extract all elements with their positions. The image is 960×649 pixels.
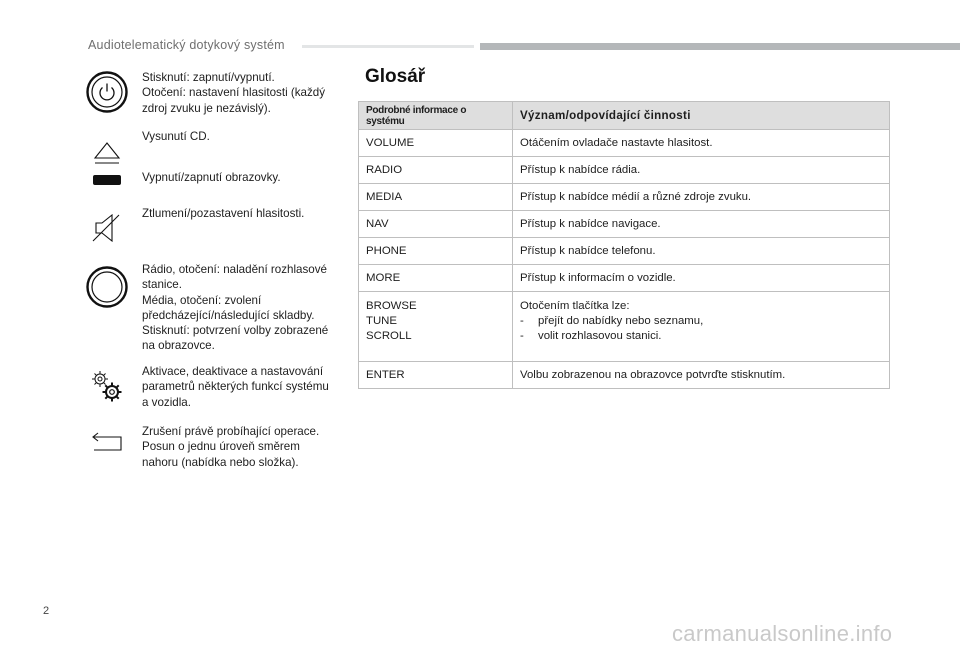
bullet-dash: -	[520, 330, 524, 342]
table-row	[359, 184, 890, 211]
glossary-table	[358, 101, 890, 389]
control-text-line: Vypnutí/zapnutí obrazovky.	[142, 171, 281, 184]
settings-gears-icon	[85, 364, 129, 408]
bullet-text: přejít do nabídky nebo seznamu,	[538, 315, 704, 327]
control-text-line: Posun o jednu úroveň směrem	[142, 440, 300, 454]
control-text-line: Aktivace, deaktivace a nastavování	[142, 365, 324, 378]
page-number: 2	[43, 605, 50, 617]
table-row	[359, 265, 890, 292]
mute-icon	[85, 206, 129, 250]
control-text-line: Vysunutí CD.	[142, 130, 210, 143]
glossary-term-line: BROWSE	[366, 300, 417, 312]
glossary-meaning: Otáčením ovladače nastavte hlasitost.	[513, 130, 890, 157]
glossary-term-line: SCROLL	[366, 330, 412, 342]
control-text-line: nahoru (nabídka nebo složka).	[142, 455, 299, 469]
back-arrow-icon	[85, 422, 129, 466]
table-row	[359, 157, 890, 184]
glossary-meaning-intro: Otočením tlačítka lze:	[520, 300, 630, 312]
control-text-line: Otočení: nastavení hlasitosti (každý	[142, 86, 326, 100]
watermark: carmanualsonline.info	[672, 621, 893, 646]
glossary-title: Glosář	[365, 66, 426, 87]
glossary-header-meaning: Význam/odpovídající činnosti	[513, 102, 890, 130]
glossary-header-term: Podrobné informace o systému	[359, 102, 513, 130]
table-row	[359, 238, 890, 265]
table-row	[359, 211, 890, 238]
screen-off-icon	[85, 170, 129, 190]
control-text-line: předcházející/následující skladby.	[142, 308, 315, 322]
glossary-meaning: Přístup k nabídce telefonu.	[513, 238, 890, 265]
control-text-line: na obrazovce.	[142, 339, 215, 353]
header-rule-dark	[480, 43, 960, 50]
glossary-bullet	[520, 329, 882, 344]
control-text-line: Stisknutí: potvrzení volby zobrazené	[142, 324, 329, 338]
table-row	[359, 362, 890, 389]
glossary-meaning: Přístup k nabídce navigace.	[513, 211, 890, 238]
glossary-meaning: Přístup k informacím o vozidle.	[513, 265, 890, 292]
bullet-dash: -	[520, 315, 524, 327]
control-text-line: Ztlumení/pozastavení hlasitosti.	[142, 207, 305, 220]
glossary-term: RADIO	[359, 157, 513, 184]
glossary-meaning: Přístup k nabídce rádia.	[513, 157, 890, 184]
bullet-text: volit rozhlasovou stanici.	[538, 330, 662, 342]
control-text-line: Média, otočení: zvolení	[142, 293, 262, 307]
glossary-term: PHONE	[359, 238, 513, 265]
header-rule-light	[302, 45, 474, 48]
glossary-term: MEDIA	[359, 184, 513, 211]
control-text-line: Zrušení právě probíhající operace.	[142, 425, 320, 438]
control-text-line: parametrů některých funkcí systému	[142, 380, 329, 394]
glossary-bullet	[520, 314, 882, 329]
glossary-header-row	[359, 102, 890, 130]
table-row	[359, 130, 890, 157]
glossary-term-line: TUNE	[366, 315, 398, 327]
power-icon	[85, 70, 129, 114]
knob-icon	[85, 265, 129, 309]
page-header-title: Audiotelematický dotykový systém	[88, 38, 285, 52]
glossary-meaning: Přístup k nabídce médií a různé zdroje zvuku.	[513, 184, 890, 211]
glossary-term-multi	[359, 292, 513, 362]
table-row	[359, 292, 890, 362]
glossary-meaning-multi	[513, 292, 890, 362]
control-text-line: stanice.	[142, 278, 182, 292]
glossary-term: VOLUME	[359, 130, 513, 157]
glossary-term: MORE	[359, 265, 513, 292]
glossary-term: ENTER	[359, 362, 513, 389]
control-text-line: zdroj zvuku je nezávislý).	[142, 101, 271, 115]
eject-icon	[85, 131, 129, 175]
glossary-term: NAV	[359, 211, 513, 238]
control-text-line: Stisknutí: zapnutí/vypnutí.	[142, 71, 275, 84]
glossary-meaning: Volbu zobrazenou na obrazovce potvrďte stisknutím.	[513, 362, 890, 389]
control-text-line: Rádio, otočení: naladění rozhlasové	[142, 263, 327, 276]
control-text-line: a vozidla.	[142, 395, 191, 409]
